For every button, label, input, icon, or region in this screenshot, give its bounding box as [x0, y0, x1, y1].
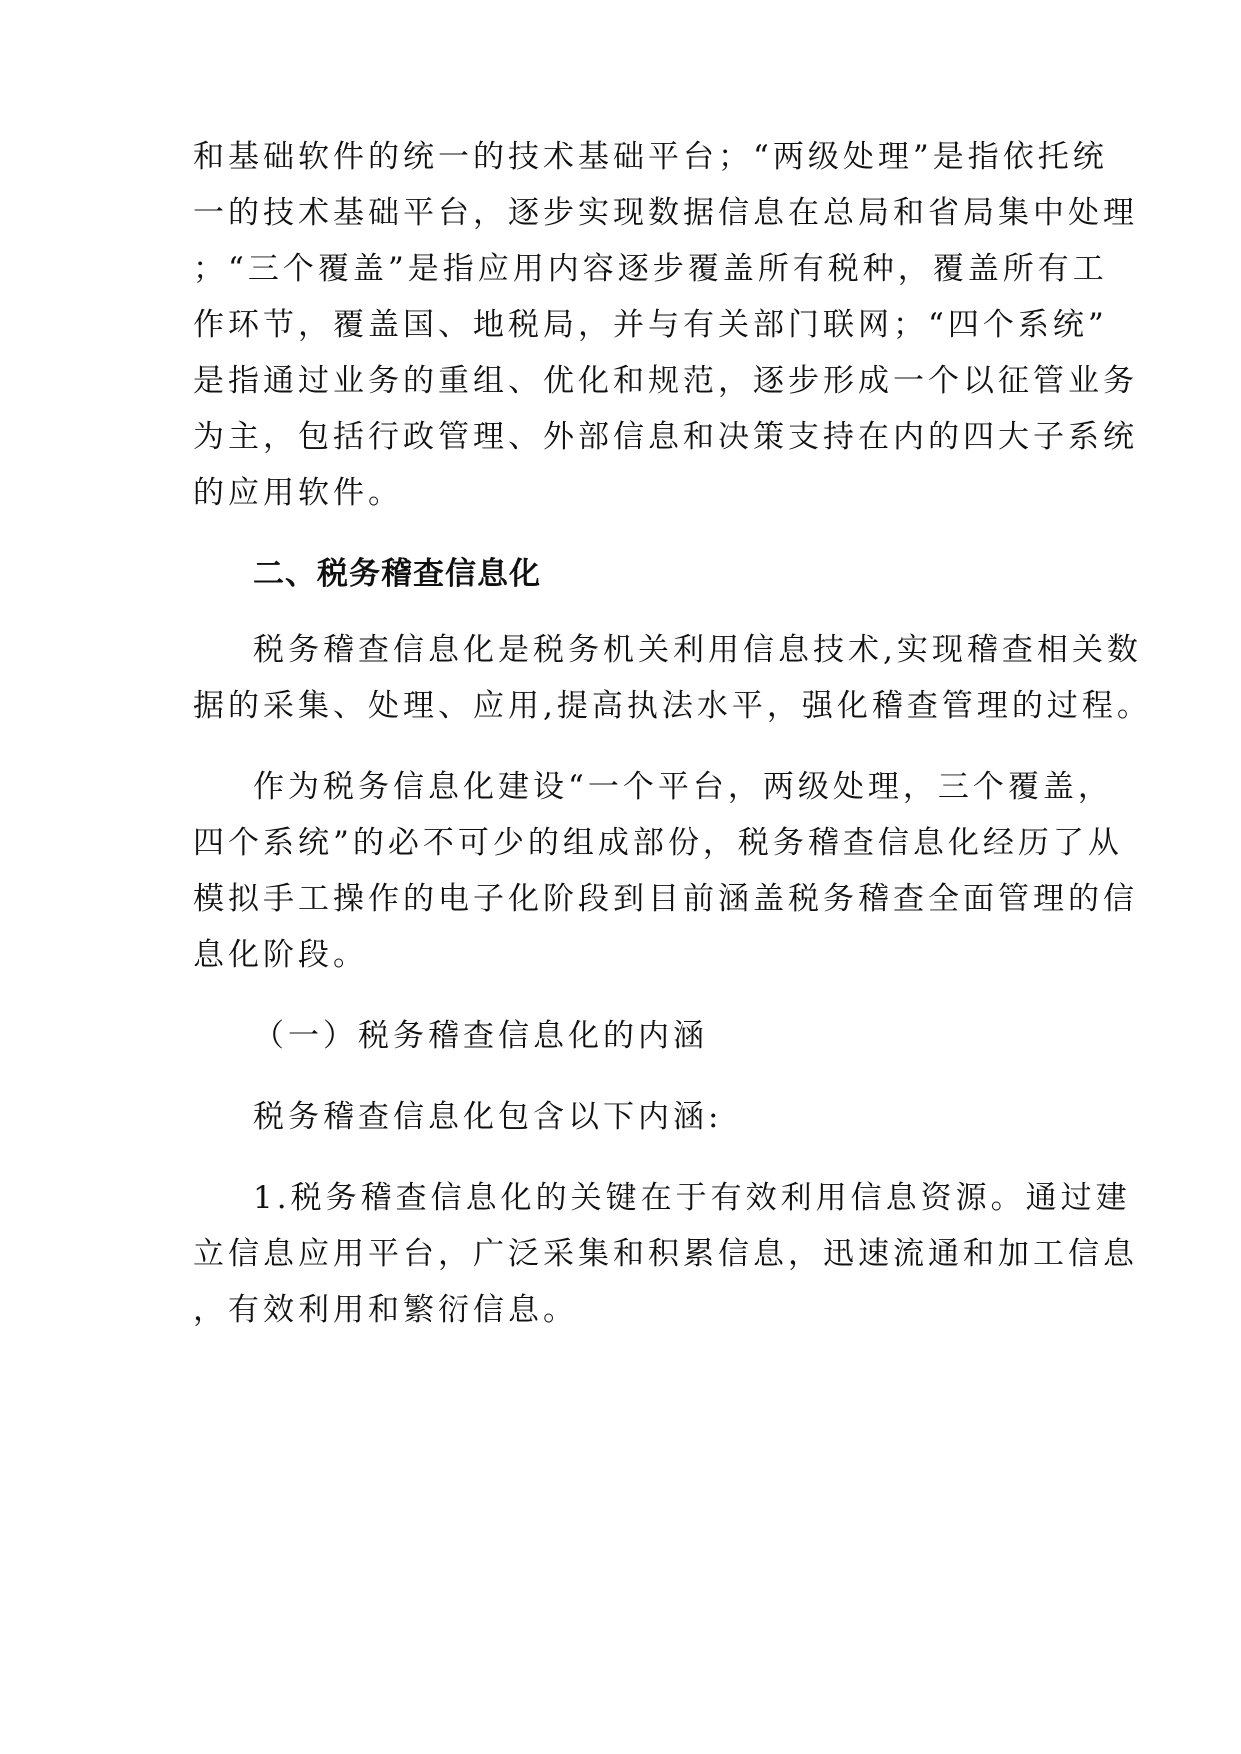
text-line: 据的采集、处理、应用,提高执法水平，强化稽查管理的过程。: [193, 688, 1152, 724]
text-line: 为主，包括行政管理、外部信息和决策支持在内的四大子系统: [193, 419, 1138, 455]
text-line: 立信息应用平台，广泛采集和积累信息，迅速流通和加工信息: [193, 1236, 1138, 1272]
text-line: 和基础软件的统一的技术基础平台；“两级处理”是指依托统: [193, 139, 1108, 175]
subsection-heading: （一）税务稽查信息化的内涵: [253, 1018, 708, 1054]
text-line: 作为税务信息化建设“一个平台，两级处理，三个覆盖，: [253, 769, 1113, 805]
text-line: 作环节，覆盖国、地税局，并与有关部门联网；“四个系统”: [193, 307, 1108, 343]
section-heading: 二、税务稽查信息化: [253, 556, 541, 592]
text-line: 模拟手工操作的电子化阶段到目前涵盖税务稽查全面管理的信: [193, 881, 1138, 917]
text-line: 税务稽查信息化是税务机关利用信息技术,实现稽查相关数: [253, 632, 1142, 668]
text-line: ；“三个覆盖”是指应用内容逐步覆盖所有税种，覆盖所有工: [193, 251, 1108, 287]
text-line: 一的技术基础平台，逐步实现数据信息在总局和省局集中处理: [193, 195, 1138, 231]
text-line: ，有效利用和繁衍信息。: [193, 1292, 578, 1328]
text-line: 1.税务稽查信息化的关键在于有效利用信息资源。通过建: [253, 1180, 1131, 1216]
text-line: 四个系统”的必不可少的组成部份，税务稽查信息化经历了从: [193, 825, 1123, 861]
text-line: 息化阶段。: [193, 937, 368, 973]
text-line: 是指通过业务的重组、优化和规范，逐步形成一个以征管业务: [193, 363, 1138, 399]
text-line: 的应用软件。: [193, 475, 403, 511]
paragraph-intro: 税务稽查信息化包含以下内涵:: [253, 1099, 723, 1135]
